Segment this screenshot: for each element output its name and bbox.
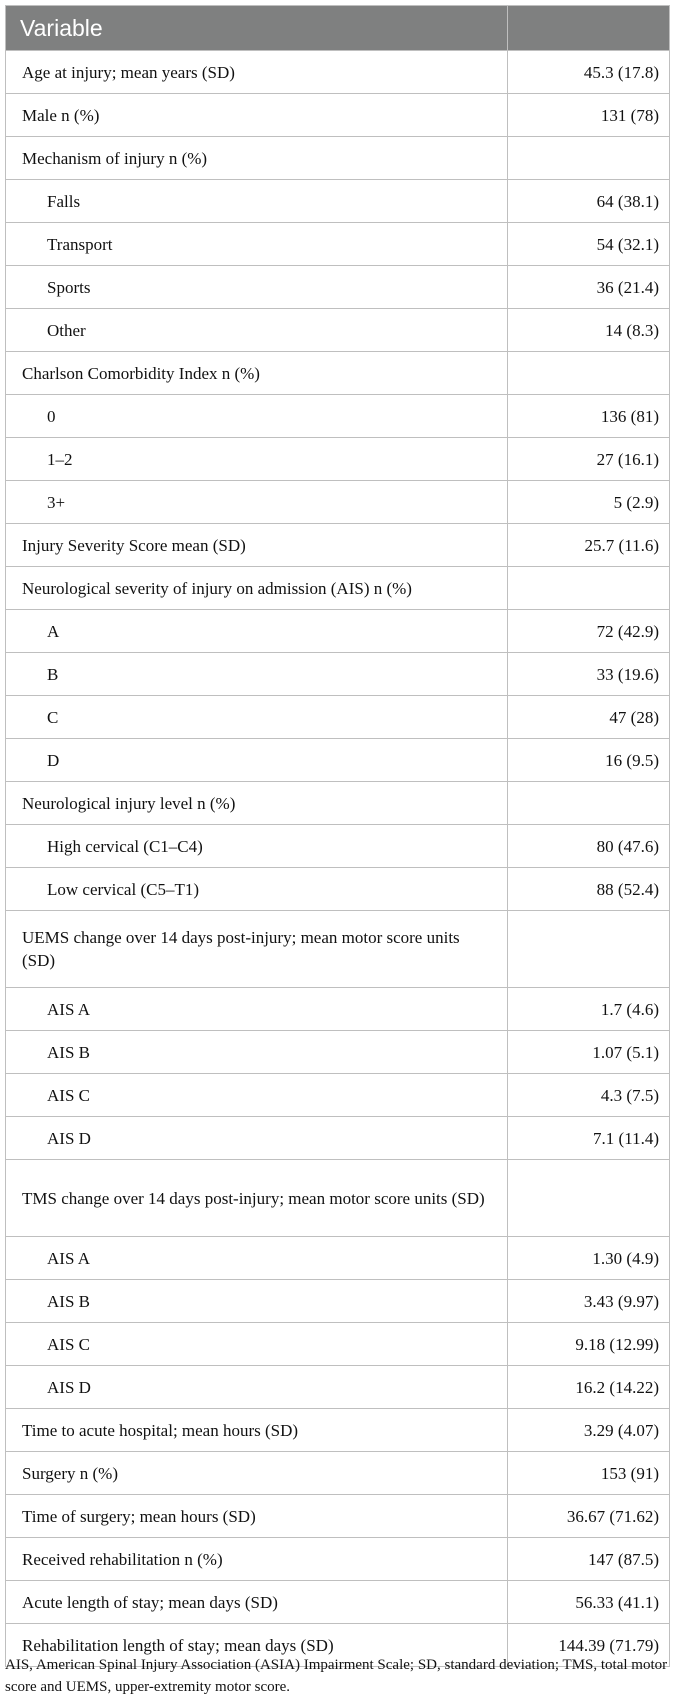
row-label: Age at injury; mean years (SD) <box>6 51 508 94</box>
table-body <box>6 51 670 1667</box>
row-value <box>508 567 670 610</box>
table-row <box>6 653 670 696</box>
row-label: AIS D <box>6 1366 508 1409</box>
row-value: 1.30 (4.9) <box>508 1237 670 1280</box>
row-value: 7.1 (11.4) <box>508 1117 670 1160</box>
row-value <box>508 352 670 395</box>
row-label: Other <box>6 309 508 352</box>
table-row <box>6 266 670 309</box>
row-label: Low cervical (C5–T1) <box>6 868 508 911</box>
row-value: 64 (38.1) <box>508 180 670 223</box>
row-value: 45.3 (17.8) <box>508 51 670 94</box>
table-row <box>6 1581 670 1624</box>
row-value: 147 (87.5) <box>508 1538 670 1581</box>
row-label: Surgery n (%) <box>6 1452 508 1495</box>
row-label: AIS A <box>6 988 508 1031</box>
table-row <box>6 481 670 524</box>
row-label: Time of surgery; mean hours (SD) <box>6 1495 508 1538</box>
table-row <box>6 825 670 868</box>
row-label: 3+ <box>6 481 508 524</box>
row-value: 16.2 (14.22) <box>508 1366 670 1409</box>
row-label: D <box>6 739 508 782</box>
table-row <box>6 438 670 481</box>
header-variable: Variable <box>6 6 508 51</box>
row-label: Transport <box>6 223 508 266</box>
table-row <box>6 988 670 1031</box>
row-label: AIS B <box>6 1031 508 1074</box>
table-row <box>6 395 670 438</box>
row-label: Neurological severity of injury on admission (AIS) n (%) <box>6 567 508 610</box>
table-row <box>6 1538 670 1581</box>
row-label: Mechanism of injury n (%) <box>6 137 508 180</box>
table-row <box>6 180 670 223</box>
row-label: Rehabilitation length of stay; mean days (SD) <box>6 1624 508 1667</box>
table-row <box>6 1280 670 1323</box>
row-label: 1–2 <box>6 438 508 481</box>
row-value: 1.7 (4.6) <box>508 988 670 1031</box>
table-row <box>6 1366 670 1409</box>
table-row <box>6 524 670 567</box>
row-label: AIS C <box>6 1074 508 1117</box>
row-value: 131 (78) <box>508 94 670 137</box>
row-value: 4.3 (7.5) <box>508 1074 670 1117</box>
row-label: Received rehabilitation n (%) <box>6 1538 508 1581</box>
row-value: 136 (81) <box>508 395 670 438</box>
row-value: 1.07 (5.1) <box>508 1031 670 1074</box>
table-row <box>6 739 670 782</box>
row-value: 36.67 (71.62) <box>508 1495 670 1538</box>
row-value <box>508 1160 670 1237</box>
row-value: 5 (2.9) <box>508 481 670 524</box>
row-value: 36 (21.4) <box>508 266 670 309</box>
row-label: AIS D <box>6 1117 508 1160</box>
row-value: 14 (8.3) <box>508 309 670 352</box>
row-value <box>508 137 670 180</box>
row-value: 3.29 (4.07) <box>508 1409 670 1452</box>
table-row <box>6 1117 670 1160</box>
table-row <box>6 94 670 137</box>
row-value: 56.33 (41.1) <box>508 1581 670 1624</box>
row-label: 0 <box>6 395 508 438</box>
row-value: 54 (32.1) <box>508 223 670 266</box>
table-row <box>6 51 670 94</box>
row-label: Sports <box>6 266 508 309</box>
row-value: 9.18 (12.99) <box>508 1323 670 1366</box>
table-row <box>6 223 670 266</box>
row-label: AIS C <box>6 1323 508 1366</box>
row-label: B <box>6 653 508 696</box>
row-value: 153 (91) <box>508 1452 670 1495</box>
table-footnote: AIS, American Spinal Injury Association (ASIA) Impairment Scale; SD, standard deviation; TMS, total motor score and UEMS, upper-extremity motor score. <box>5 1657 668 1695</box>
row-label: AIS A <box>6 1237 508 1280</box>
row-value: 3.43 (9.97) <box>508 1280 670 1323</box>
row-label: A <box>6 610 508 653</box>
row-label: Time to acute hospital; mean hours (SD) <box>6 1409 508 1452</box>
characteristics-table-container <box>5 5 669 1667</box>
row-label: Acute length of stay; mean days (SD) <box>6 1581 508 1624</box>
row-label: Neurological injury level n (%) <box>6 782 508 825</box>
row-label: High cervical (C1–C4) <box>6 825 508 868</box>
table-row <box>6 782 670 825</box>
row-value: 144.39 (71.79) <box>508 1624 670 1667</box>
table-row <box>6 696 670 739</box>
row-label: Falls <box>6 180 508 223</box>
table-row <box>6 309 670 352</box>
row-label: TMS change over 14 days post-injury; mean motor score units (SD) <box>6 1160 508 1237</box>
row-label: Charlson Comorbidity Index n (%) <box>6 352 508 395</box>
row-value: 25.7 (11.6) <box>508 524 670 567</box>
row-value <box>508 782 670 825</box>
row-value: 47 (28) <box>508 696 670 739</box>
table-row <box>6 1237 670 1280</box>
row-value: 80 (47.6) <box>508 825 670 868</box>
table-row <box>6 1323 670 1366</box>
table-row <box>6 868 670 911</box>
header-value <box>508 6 670 51</box>
table-row <box>6 911 670 988</box>
row-value: 72 (42.9) <box>508 610 670 653</box>
row-label: Injury Severity Score mean (SD) <box>6 524 508 567</box>
table-row <box>6 352 670 395</box>
table-row <box>6 1160 670 1237</box>
table-row <box>6 610 670 653</box>
table-row <box>6 1452 670 1495</box>
table-row <box>6 137 670 180</box>
row-label: AIS B <box>6 1280 508 1323</box>
row-value: 88 (52.4) <box>508 868 670 911</box>
row-value <box>508 911 670 988</box>
row-value: 16 (9.5) <box>508 739 670 782</box>
table-row <box>6 567 670 610</box>
row-label: C <box>6 696 508 739</box>
table-row <box>6 1409 670 1452</box>
row-label: UEMS change over 14 days post-injury; mean motor score units (SD) <box>6 911 508 988</box>
table-row <box>6 1074 670 1117</box>
row-value: 27 (16.1) <box>508 438 670 481</box>
characteristics-table <box>5 5 670 1667</box>
row-label: Male n (%) <box>6 94 508 137</box>
row-value: 33 (19.6) <box>508 653 670 696</box>
table-row <box>6 1495 670 1538</box>
table-row <box>6 1031 670 1074</box>
table-header-row <box>6 6 670 51</box>
